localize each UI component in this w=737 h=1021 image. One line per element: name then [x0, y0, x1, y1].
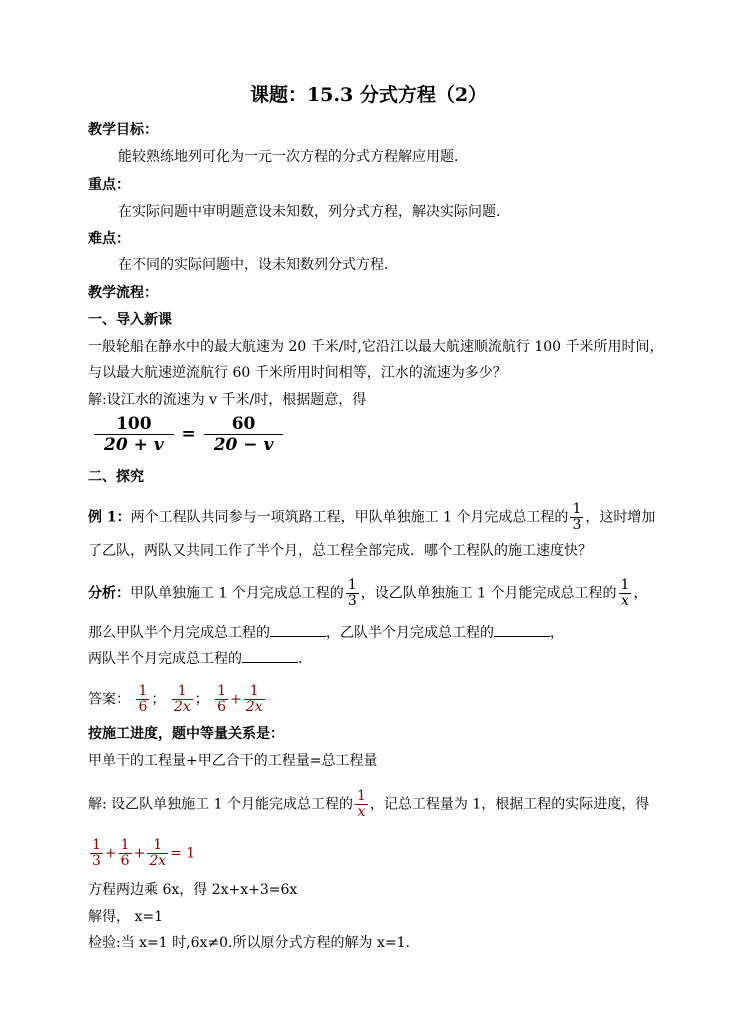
analysis-text-a: 甲队单独施工 1 个月完成总工程的 — [130, 585, 344, 602]
blank-2[interactable] — [494, 622, 550, 637]
equation-2-plus-1: + — [104, 845, 117, 862]
equation-2-fraction-2 — [119, 838, 132, 869]
equation-2-fraction-2-numerator: 1 — [120, 837, 130, 853]
answer-label: 答案： — [88, 691, 130, 708]
equation-2-fraction-3 — [147, 838, 168, 869]
equation-2-fraction-3-denominator: 2x — [149, 853, 167, 869]
equation-1-right-numerator: 60 — [231, 414, 256, 434]
answer-fraction-3-numerator: 1 — [217, 683, 227, 699]
solve-line: 解得， x=1 — [88, 909, 163, 925]
section1-heading: 一、导入新课 — [88, 312, 172, 328]
example-text-b: ，这时增加 — [585, 509, 656, 526]
answer-fraction-2 — [172, 684, 193, 715]
analysis-fraction-1 — [346, 578, 359, 609]
goal-heading: 教学目标： — [88, 122, 158, 138]
lesson-title: 课题：15.3 分式方程（2） — [249, 84, 488, 106]
equation-2-fraction-1 — [90, 838, 103, 869]
answer-fraction-2-denominator: 2x — [173, 699, 191, 715]
equation-2-fraction-2-denominator: 6 — [120, 853, 130, 869]
answer-fraction-3-denominator: 6 — [217, 699, 227, 715]
equation-2-equals: = 1 — [170, 845, 196, 862]
blank-line-2-text-a: 两队半个月完成总工程的 — [88, 651, 242, 667]
answer-separator-1: ； — [151, 691, 166, 708]
analysis-text-c: ， — [633, 585, 648, 602]
blank-line-1-text-a: 那么甲队半个月完成总工程的 — [88, 625, 270, 641]
answer-fraction-2-numerator: 1 — [177, 683, 187, 699]
example-fraction-numerator: 1 — [572, 501, 582, 517]
answer-fraction-1-numerator: 1 — [138, 683, 148, 699]
example-fraction-denominator: 3 — [572, 517, 582, 533]
difficulty-text: 在不同的实际问题中，设未知数列分式方程． — [118, 257, 398, 273]
blank-line-2-text-b: . — [298, 651, 303, 667]
key-heading: 重点： — [88, 177, 130, 193]
blank-line-1-text-b: ，乙队半个月完成总工程的 — [326, 625, 494, 641]
multiply-line: 方程两边乘 6x，得 2x+x+3=6x — [88, 882, 298, 898]
answer-fraction-4-numerator: 1 — [249, 683, 259, 699]
example-label: 例 1： — [88, 509, 131, 526]
section2-heading: 二、探究 — [88, 469, 144, 485]
answer-fraction-4 — [244, 684, 265, 715]
intro-line-1: 一般轮船在静水中的最大航速为 20 千米/时,它沿江以最大航速顺流航行 100 千米所用时间， — [88, 339, 664, 355]
answer-separator-2: ； — [194, 691, 209, 708]
progress-heading: 按施工进度，题中等量关系是： — [88, 726, 284, 742]
solution-line — [88, 789, 649, 820]
answer-fraction-1 — [136, 684, 149, 715]
example-text-a: 两个工程队共同参与一项筑路工程，甲队单独施工 1 个月完成总工程的 — [130, 509, 569, 526]
analysis-fraction-2-denominator: x — [619, 593, 632, 609]
analysis-fraction-2-numerator: 1 — [620, 577, 630, 593]
answer-line — [88, 684, 267, 715]
solution-text-a: 解: 设乙队单独施工 1 个月能完成总工程的 — [88, 796, 353, 813]
blank-3[interactable] — [242, 648, 298, 663]
difficulty-heading: 难点： — [88, 231, 130, 247]
solution-fraction-numerator: 1 — [356, 788, 366, 804]
example-fraction — [570, 502, 583, 533]
equation-1-equals: = — [181, 424, 196, 444]
equation-2 — [88, 838, 195, 869]
flow-heading: 教学流程： — [88, 285, 158, 301]
answer-fraction-3 — [215, 684, 228, 715]
analysis-fraction-2 — [619, 578, 632, 609]
blank-line-1-text-c: ， — [550, 625, 564, 641]
equation-2-fraction-1-numerator: 1 — [92, 837, 101, 853]
relation-text: 甲单干的工程量+甲乙合干的工程量=总工程量 — [88, 753, 378, 769]
key-text: 在实际问题中审明题意设未知数，列分式方程，解决实际问题． — [118, 204, 510, 220]
equation-1-right-fraction — [204, 414, 284, 455]
analysis-fraction-1-denominator: 3 — [347, 593, 357, 609]
equation-2-fraction-1-denominator: 3 — [92, 853, 101, 869]
example-1-line-1 — [88, 502, 655, 533]
answer-plus: + — [230, 691, 242, 708]
answer-fraction-4-denominator: 2x — [245, 699, 263, 715]
intro-line-2: 与以最大航速逆流航行 60 千米所用时间相等，江水的流速为多少？ — [88, 365, 507, 381]
equation-1-left-denominator: 20 + v — [94, 434, 174, 455]
equation-2-plus-2: + — [133, 845, 146, 862]
answer-fraction-1-denominator: 6 — [138, 699, 148, 715]
equation-1-left-fraction — [94, 414, 174, 455]
solution-text-b: ，记总工程量为 1，根据工程的实际进度，得 — [369, 796, 650, 813]
blank-line-2 — [88, 648, 302, 669]
example-1-line-2: 了乙队，两队又共同工作了半个月，总工程全部完成．哪个工程队的施工速度快？ — [88, 543, 592, 559]
intro-solution: 解:设江水的流速为 v 千米/时，根据题意，得 — [88, 392, 367, 408]
equation-1-left-numerator: 100 — [116, 414, 152, 434]
solution-fraction — [355, 789, 368, 820]
check-line: 检验:当 x=1 时,6x≠0.所以原分式方程的解为 x=1. — [88, 935, 410, 951]
solution-fraction-denominator: x — [355, 804, 368, 820]
analysis-fraction-1-numerator: 1 — [347, 577, 357, 593]
analysis-text-b: ，设乙队单独施工 1 个月能完成总工程的 — [360, 585, 617, 602]
analysis-line — [88, 578, 647, 609]
goal-text: 能较熟练地列可化为一元一次方程的分式方程解应用题． — [118, 149, 468, 165]
equation-1-right-denominator: 20 − v — [204, 434, 284, 455]
blank-line-1 — [88, 622, 564, 643]
blank-1[interactable] — [270, 622, 326, 637]
equation-2-fraction-3-numerator: 1 — [153, 837, 163, 853]
analysis-label: 分析： — [88, 585, 130, 602]
equation-1 — [92, 414, 285, 455]
